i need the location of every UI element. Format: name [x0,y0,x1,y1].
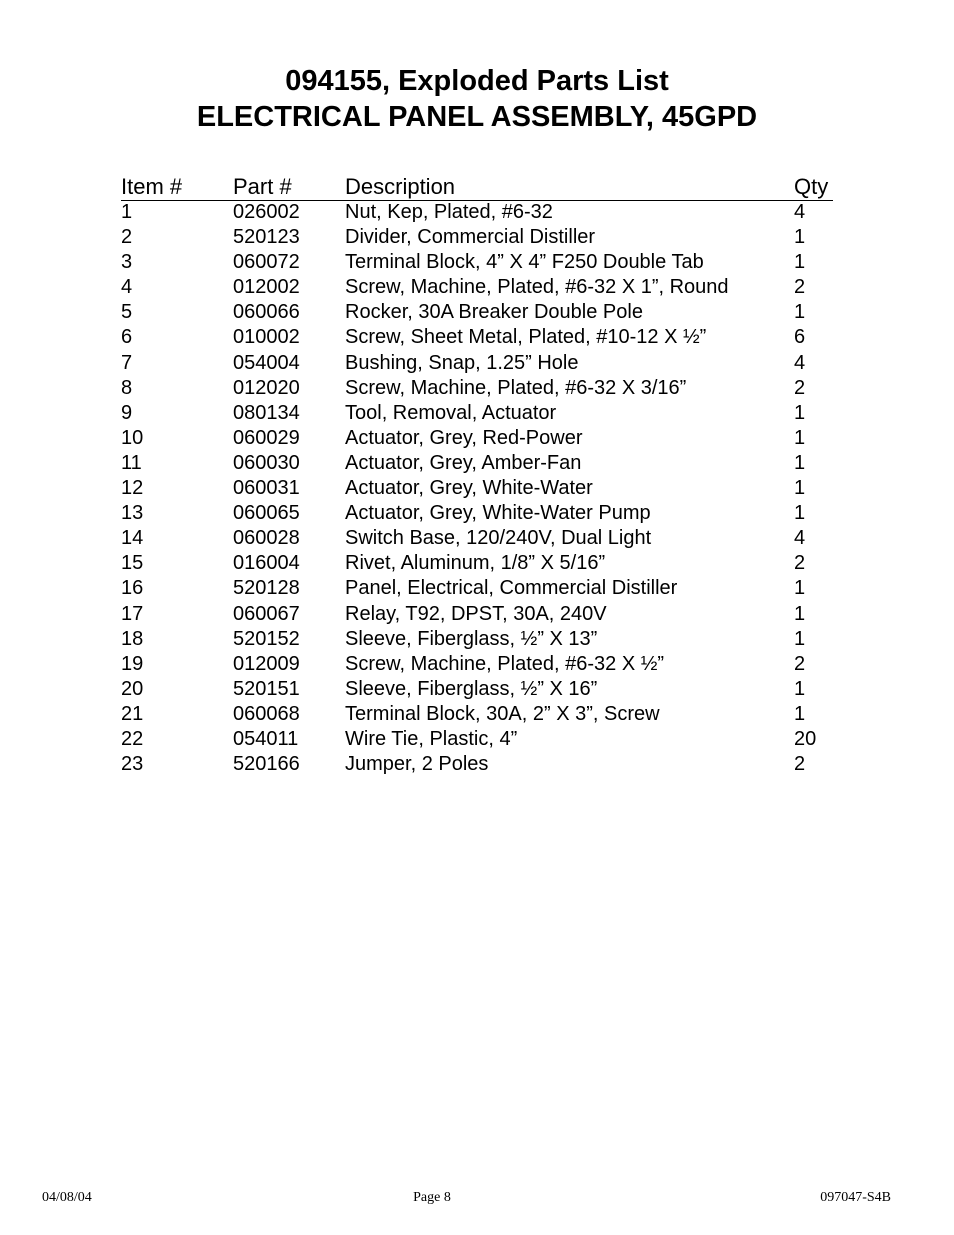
table-row [121,677,833,702]
cell-description: Terminal Block, 4” X 4” F250 Double Tab [345,251,704,274]
cell-part-number: 026002 [233,201,300,223]
column-header-qty: Qty [794,174,829,199]
footer-date: 04/08/04 [42,1190,92,1205]
cell-part-number: 520152 [233,627,300,650]
cell-description: Bushing, Snap, 1.25” Hole [345,351,579,374]
cell-item-number: 7 [121,351,133,374]
cell-description: Relay, T92, DPST, 30A, 240V [345,602,607,625]
cell-qty: 1 [794,703,806,725]
table-row [121,275,833,300]
table-row [121,702,833,727]
footer-document-number: 097047-S4B [820,1190,891,1205]
footer-page-number: Page 8 [413,1190,451,1205]
cell-item-number: 19 [121,652,144,675]
cell-item-number: 11 [121,452,142,474]
cell-part-number: 080134 [233,401,300,424]
cell-part-number: 060067 [233,602,300,625]
cell-qty: 4 [794,351,806,374]
cell-part-number: 054004 [233,351,300,374]
cell-description: Screw, Machine, Plated, #6-32 X ½” [345,652,665,675]
cell-qty: 2 [794,753,806,776]
cell-item-number: 21 [121,703,144,725]
table-row [121,200,833,225]
cell-description: Screw, Machine, Plated, #6-32 X 3/16” [345,376,687,399]
cell-qty: 1 [794,452,806,474]
cell-description: Actuator, Grey, White-Water [345,477,593,499]
cell-part-number: 060028 [233,527,300,550]
cell-description: Rocker, 30A Breaker Double Pole [345,301,643,324]
parts-table-header [121,173,833,201]
cell-description: Terminal Block, 30A, 2” X 3”, Screw [345,703,660,725]
table-row [121,752,833,777]
cell-item-number: 1 [121,201,133,223]
cell-description: Actuator, Grey, Amber-Fan [345,452,582,474]
cell-item-number: 20 [121,677,144,700]
cell-item-number: 13 [121,502,144,525]
cell-item-number: 2 [121,226,133,248]
cell-part-number: 520123 [233,226,300,248]
page-title: 094155, Exploded Parts List [285,65,669,97]
cell-qty: 1 [794,251,806,274]
cell-item-number: 15 [121,552,144,575]
cell-qty: 1 [794,602,806,625]
column-header-item: Item # [121,174,183,199]
cell-part-number: 060029 [233,426,300,449]
cell-description: Panel, Electrical, Commercial Distiller [345,577,678,600]
cell-qty: 1 [794,677,806,700]
cell-qty: 1 [794,301,806,324]
column-header-description: Description [345,174,456,199]
cell-qty: 4 [794,527,806,550]
table-row [121,225,833,250]
cell-description: Screw, Sheet Metal, Plated, #10-12 X ½” [345,326,707,349]
cell-part-number: 520166 [233,753,300,776]
table-row [121,351,833,376]
cell-part-number: 060066 [233,301,300,324]
table-row [121,476,833,501]
cell-qty: 2 [794,376,806,399]
table-row [121,376,833,401]
cell-part-number: 016004 [233,552,300,575]
cell-description: Rivet, Aluminum, 1/8” X 5/16” [345,552,606,575]
table-row [121,526,833,551]
cell-item-number: 14 [121,527,144,550]
cell-part-number: 054011 [233,728,299,750]
table-row [121,551,833,576]
cell-part-number: 520128 [233,577,300,600]
cell-item-number: 12 [121,477,144,499]
cell-part-number: 012002 [233,276,300,299]
cell-description: Tool, Removal, Actuator [345,401,557,424]
cell-part-number: 012009 [233,652,300,675]
cell-item-number: 4 [121,276,133,299]
table-row [121,576,833,601]
cell-description: Sleeve, Fiberglass, ½” X 16” [345,677,598,700]
table-row [121,300,833,325]
cell-qty: 1 [794,577,806,600]
cell-qty: 1 [794,401,806,424]
cell-description: Sleeve, Fiberglass, ½” X 13” [345,627,598,650]
cell-qty: 1 [794,502,806,525]
cell-part-number: 520151 [233,677,300,700]
cell-part-number: 060030 [233,452,300,474]
cell-part-number: 060072 [233,251,300,274]
cell-item-number: 8 [121,376,133,399]
cell-part-number: 060068 [233,703,300,725]
table-row [121,652,833,677]
table-row [121,401,833,426]
cell-item-number: 9 [121,401,133,424]
page-subtitle: ELECTRICAL PANEL ASSEMBLY, 45GPD [196,101,758,133]
cell-qty: 1 [794,226,806,248]
cell-item-number: 17 [121,602,144,625]
cell-item-number: 22 [121,728,144,750]
table-row [121,250,833,275]
cell-description: Screw, Machine, Plated, #6-32 X 1”, Round [345,276,729,299]
cell-description: Switch Base, 120/240V, Dual Light [345,527,652,550]
table-row [121,426,833,451]
cell-item-number: 5 [121,301,133,324]
cell-part-number: 012020 [233,376,300,399]
table-row [121,325,833,350]
cell-qty: 1 [794,627,806,650]
cell-description: Jumper, 2 Poles [345,753,489,776]
table-row [121,727,833,752]
cell-qty: 1 [794,477,806,499]
cell-qty: 6 [794,326,806,349]
cell-description: Actuator, Grey, White-Water Pump [345,502,651,525]
cell-description: Divider, Commercial Distiller [345,226,596,248]
table-row [121,501,833,526]
cell-qty: 1 [794,426,806,449]
cell-qty: 2 [794,552,806,575]
cell-item-number: 10 [121,426,144,449]
cell-description: Nut, Kep, Plated, #6-32 [345,201,553,223]
cell-qty: 4 [794,201,806,223]
cell-description: Wire Tie, Plastic, 4” [345,728,518,750]
cell-part-number: 060031 [233,477,300,499]
cell-item-number: 18 [121,627,144,650]
cell-qty: 20 [794,728,817,750]
cell-description: Actuator, Grey, Red-Power [345,426,583,449]
cell-item-number: 23 [121,753,144,776]
cell-part-number: 010002 [233,326,300,349]
column-header-part: Part # [233,174,292,199]
table-row [121,451,833,476]
table-row [121,602,833,627]
cell-part-number: 060065 [233,502,300,525]
cell-item-number: 6 [121,326,133,349]
cell-item-number: 16 [121,577,144,600]
cell-item-number: 3 [121,251,133,274]
cell-qty: 2 [794,652,806,675]
cell-qty: 2 [794,276,806,299]
table-row [121,627,833,652]
